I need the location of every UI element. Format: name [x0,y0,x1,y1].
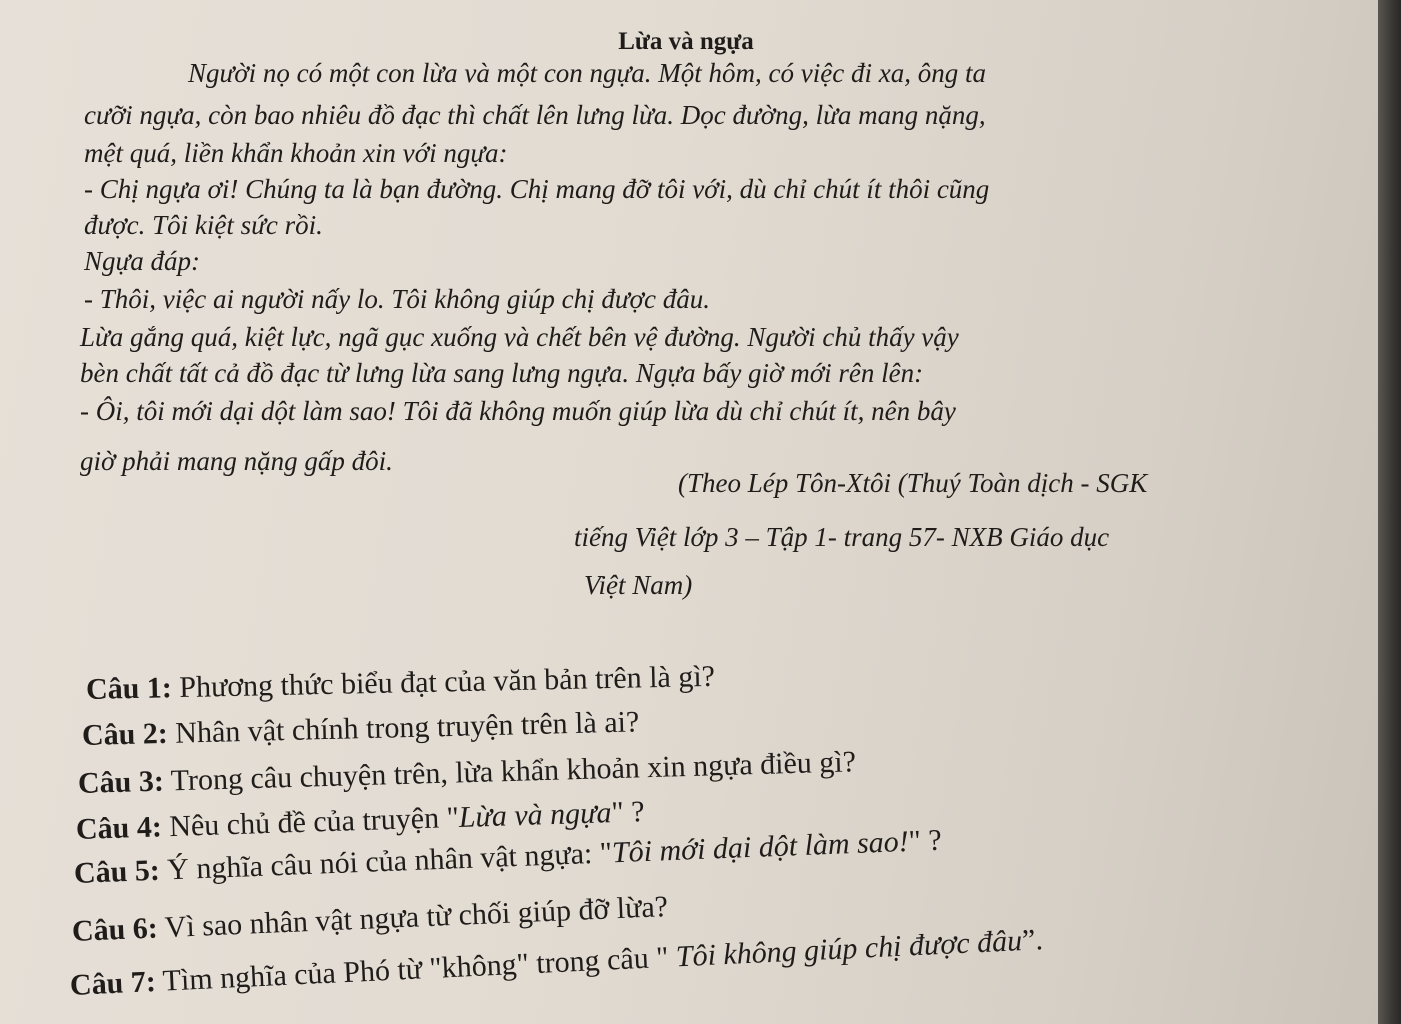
story-line: được. Tôi kiệt sức rồi. [84,210,323,240]
question-label: Câu 2: [81,716,169,752]
question-label: Câu 3: [77,764,165,800]
story-line: bèn chất tất cả đồ đạc từ lưng lừa sang lưng ngựa. Ngựa bấy giờ mới rên lên: [80,358,924,388]
question-tail: " ? [907,823,943,858]
question-text: Ý nghĩa câu nói của nhân vật ngựa: " [159,836,613,887]
source-citation: (Theo Lép Tôn-Xtôi (Thuý Toàn dịch - SGK [678,468,1148,498]
question-2 [82,704,640,754]
story-line: - Chị ngựa ơi! Chúng ta là bạn đường. Chị mang đỡ tôi với, dù chỉ chút ít thôi cũng [84,174,990,204]
question-text: Nhân vật chính trong truyện trên là ai? [167,705,640,750]
source-citation: tiếng Việt lớp 3 – Tập 1- trang 57- NXB Giáo dục [574,522,1110,552]
question-italic: Lừa và ngựa [458,796,612,834]
question-label: Câu 4: [75,810,163,846]
story-title: Lừa và ngựa [618,28,754,55]
story-line: Ngựa đáp: [84,246,200,276]
story-line: - Thôi, việc ai người nấy lo. Tôi không giúp chị được đâu. [84,284,710,314]
story-line: Lừa gắng quá, kiệt lực, ngã gục xuống và chết bên vệ đường. Người chủ thấy vậy [80,322,959,352]
story-line: Người nọ có một con lừa và một con ngựa. Một hôm, có việc đi xa, ông ta [188,58,986,88]
question-1 [86,659,716,708]
question-label: Câu 5: [73,853,161,890]
question-label: Câu 7: [69,964,157,1002]
source-citation: Việt Nam) [584,570,693,600]
question-6 [71,889,668,950]
question-italic: Tôi không giúp chị được đâu [675,924,1023,974]
question-text: Trong câu chuyện trên, lừa khẩn khoản xin ngựa điều gì? [163,745,857,798]
story-line: giờ phải mang nặng gấp đôi. [80,446,393,476]
page-edge-shadow [1378,0,1401,1024]
question-tail: " ? [610,795,646,830]
question-label: Câu 1: [85,671,173,706]
question-italic: Tôi mới dại dột làm sao! [611,824,910,870]
question-3 [77,744,856,802]
question-tail: ”. [1021,923,1044,958]
story-line: - Ôi, tôi mới dại dột làm sao! Tôi đã không muốn giúp lừa dù chỉ chút ít, nên bây [80,396,956,426]
question-text: Nêu chủ đề của truyện " [161,800,460,844]
question-text: Tìm nghĩa của Phó từ "không" trong câu " [154,940,677,998]
question-text: Phương thức biểu đạt của văn bản trên là gì? [171,659,716,705]
story-line: mệt quá, liền khẩn khoản xin với ngựa: [84,138,508,168]
question-label: Câu 6: [71,911,159,948]
story-line: cưỡi ngựa, còn bao nhiêu đồ đạc thì chất lên lưng lừa. Dọc đường, lừa mang nặng, [84,100,986,130]
question-text: Vì sao nhân vật ngựa từ chối giúp đỡ lừa? [157,890,669,945]
